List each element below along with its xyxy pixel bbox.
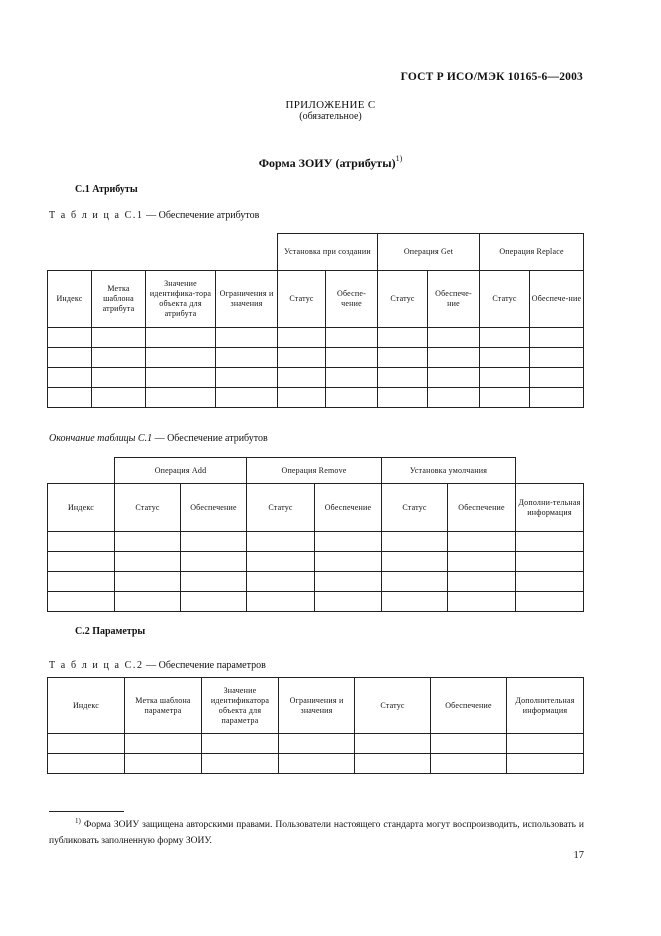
table-2-column-header: Дополнительная информация (507, 678, 584, 734)
table-cell (428, 368, 480, 388)
table-cell (326, 328, 378, 348)
table-1b-caption-text: — Обеспечение атрибутов (152, 433, 268, 444)
table-2-column-header: Ограничения и значения (279, 678, 355, 734)
table-cell (202, 734, 279, 754)
table-row (48, 734, 584, 754)
table-cell (247, 552, 315, 572)
table-cell (279, 754, 355, 774)
form-title (0, 154, 661, 171)
table-cell (480, 348, 530, 368)
table-cell (382, 592, 448, 612)
table-cell (181, 572, 247, 592)
table-cell (279, 734, 355, 754)
table-1-column-header: Статус (378, 271, 428, 328)
table-1b-group-header: Операция Add (115, 458, 247, 484)
table-2-caption-prefix: Т а б л и ц а С.2 (49, 660, 144, 671)
table-2-column-header: Значение идентификатора объекта для параметра (202, 678, 279, 734)
table-1-group-header: Операция Get (378, 234, 480, 271)
table-cell (115, 552, 181, 572)
table-cell (48, 734, 125, 754)
table-cell (48, 552, 115, 572)
appendix-title: ПРИЛОЖЕНИЕ С (285, 99, 376, 111)
table-row (48, 348, 584, 368)
table-cell (507, 734, 584, 754)
table-1b-group-header: Установка умолчания (382, 458, 516, 484)
section-2-heading: C.2 Параметры (75, 626, 146, 637)
table-1b-column-header: Обеспечение (181, 484, 247, 532)
table-row (48, 368, 584, 388)
table-cell (278, 328, 326, 348)
form-title-text: Форма ЗОИУ (атрибуты) (258, 156, 396, 170)
table-1b-column-header: Статус (382, 484, 448, 532)
table-cell (378, 348, 428, 368)
table-1-column-header: Статус (278, 271, 326, 328)
table-2-column-header-row (48, 678, 584, 734)
table-2-column-header: Обеспечение (431, 678, 507, 734)
table-2-column-header: Индекс (48, 678, 125, 734)
table-1b-blank-corner (516, 458, 584, 484)
table-1-caption (49, 210, 259, 221)
footnote-separator (49, 811, 124, 812)
table-cell (530, 368, 584, 388)
table-2-column-header: Статус (355, 678, 431, 734)
form-title-footnote-mark: 1) (395, 154, 403, 163)
table-cell (216, 348, 278, 368)
table-1b (47, 457, 584, 612)
page-number: 17 (573, 850, 584, 861)
footnote-text: Форма ЗОИУ защищена авторскими правами. Пользователи настоящего стандарта могут воспроизводить, использовать и публиковать заполненную форму ЗОИУ. (49, 820, 584, 846)
table-cell (516, 592, 584, 612)
table-cell (48, 572, 115, 592)
table-cell (216, 388, 278, 408)
table-cell (48, 328, 92, 348)
table-2-caption-text: — Обеспечение параметров (143, 660, 266, 671)
table-cell (181, 532, 247, 552)
table-cell (48, 348, 92, 368)
table-cell (315, 572, 382, 592)
table-2-caption (49, 660, 266, 671)
table-1-column-header: Значение идентифика-тора объекта для атрибута (146, 271, 216, 328)
table-cell (115, 532, 181, 552)
table-cell (431, 754, 507, 774)
table-cell (516, 552, 584, 572)
table-1-blank-corner (48, 234, 278, 271)
table-cell (247, 532, 315, 552)
table-1-column-header: Статус (480, 271, 530, 328)
table-cell (92, 348, 146, 368)
table-cell (448, 552, 516, 572)
table-cell (480, 388, 530, 408)
table-1-column-header: Ограничения и значения (216, 271, 278, 328)
table-row (48, 552, 584, 572)
table-1-column-header: Метка шаблона атрибута (92, 271, 146, 328)
table-1b-column-header: Статус (247, 484, 315, 532)
table-cell (48, 388, 92, 408)
table-cell (216, 368, 278, 388)
table-cell (428, 328, 480, 348)
table-row (48, 754, 584, 774)
table-2-column-header: Метка шаблона параметра (125, 678, 202, 734)
table-cell (382, 552, 448, 572)
table-row (48, 532, 584, 552)
table-1b-body (48, 532, 584, 612)
table-cell (382, 532, 448, 552)
table-cell (146, 388, 216, 408)
table-1b-blank-corner (48, 458, 115, 484)
table-1b-caption-prefix: Окончание таблицы С.1 (49, 433, 153, 444)
table-cell (428, 388, 480, 408)
table-cell (125, 734, 202, 754)
table-cell (315, 592, 382, 612)
table-cell (378, 388, 428, 408)
table-1-body (48, 328, 584, 408)
table-cell (315, 532, 382, 552)
table-1-caption-prefix: Т а б л и ц а С.1 (49, 210, 144, 221)
table-1b-column-header-row (48, 484, 584, 532)
table-cell (431, 734, 507, 754)
table-cell (480, 368, 530, 388)
table-cell (378, 368, 428, 388)
table-cell (146, 368, 216, 388)
table-cell (278, 348, 326, 368)
table-1b-group-header: Операция Remove (247, 458, 382, 484)
table-cell (48, 754, 125, 774)
table-1b-column-header: Обеспечение (448, 484, 516, 532)
table-1-group-header: Установка при создании (278, 234, 378, 271)
table-cell (181, 552, 247, 572)
table-cell (278, 388, 326, 408)
table-1-column-header: Обеспече-ние (530, 271, 584, 328)
table-cell (48, 532, 115, 552)
table-1b-column-header: Статус (115, 484, 181, 532)
table-cell (516, 572, 584, 592)
table-cell (48, 368, 92, 388)
table-cell (448, 572, 516, 592)
table-cell (382, 572, 448, 592)
document-header: ГОСТ Р ИСО/МЭК 10165-6—2003 (400, 71, 583, 83)
table-row (48, 592, 584, 612)
table-cell (247, 592, 315, 612)
table-cell (516, 532, 584, 552)
table-cell (146, 328, 216, 348)
table-2-body (48, 734, 584, 774)
table-cell (315, 552, 382, 572)
table-2 (47, 677, 584, 774)
table-1-column-header-row (48, 271, 584, 328)
table-cell (202, 754, 279, 774)
table-cell (216, 328, 278, 348)
table-row (48, 388, 584, 408)
table-cell (115, 572, 181, 592)
table-cell (355, 734, 431, 754)
table-1-group-header: Операция Replace (480, 234, 584, 271)
table-cell (92, 328, 146, 348)
table-cell (530, 348, 584, 368)
table-cell (480, 328, 530, 348)
table-cell (378, 328, 428, 348)
table-1b-group-header-row (48, 458, 584, 484)
table-1b-column-header: Обеспечение (315, 484, 382, 532)
footnote (49, 813, 584, 849)
table-1-column-header: Обеспече-ние (428, 271, 480, 328)
table-cell (48, 592, 115, 612)
table-cell (125, 754, 202, 774)
table-1b-caption (49, 433, 268, 444)
table-cell (448, 532, 516, 552)
table-cell (448, 592, 516, 612)
table-cell (247, 572, 315, 592)
table-cell (326, 368, 378, 388)
table-1b-column-header: Индекс (48, 484, 115, 532)
footnote-mark: 1) (75, 817, 81, 825)
table-1-column-header: Индекс (48, 271, 92, 328)
table-cell (507, 754, 584, 774)
table-cell (326, 348, 378, 368)
table-1 (47, 233, 584, 408)
table-1-group-header-row (48, 234, 584, 271)
table-cell (530, 328, 584, 348)
table-cell (181, 592, 247, 612)
table-cell (530, 388, 584, 408)
table-row (48, 328, 584, 348)
table-cell (355, 754, 431, 774)
table-1b-column-header: Дополни-тельная информация (516, 484, 584, 532)
section-1-heading: C.1 Атрибуты (75, 184, 138, 195)
table-cell (146, 348, 216, 368)
appendix-subtitle: (обязательное) (299, 111, 362, 122)
table-1-column-header: Обеспе-чение (326, 271, 378, 328)
table-cell (92, 368, 146, 388)
table-cell (115, 592, 181, 612)
table-cell (92, 388, 146, 408)
table-cell (428, 348, 480, 368)
table-cell (278, 368, 326, 388)
table-cell (326, 388, 378, 408)
table-1-caption-text: — Обеспечение атрибутов (143, 210, 260, 221)
table-row (48, 572, 584, 592)
